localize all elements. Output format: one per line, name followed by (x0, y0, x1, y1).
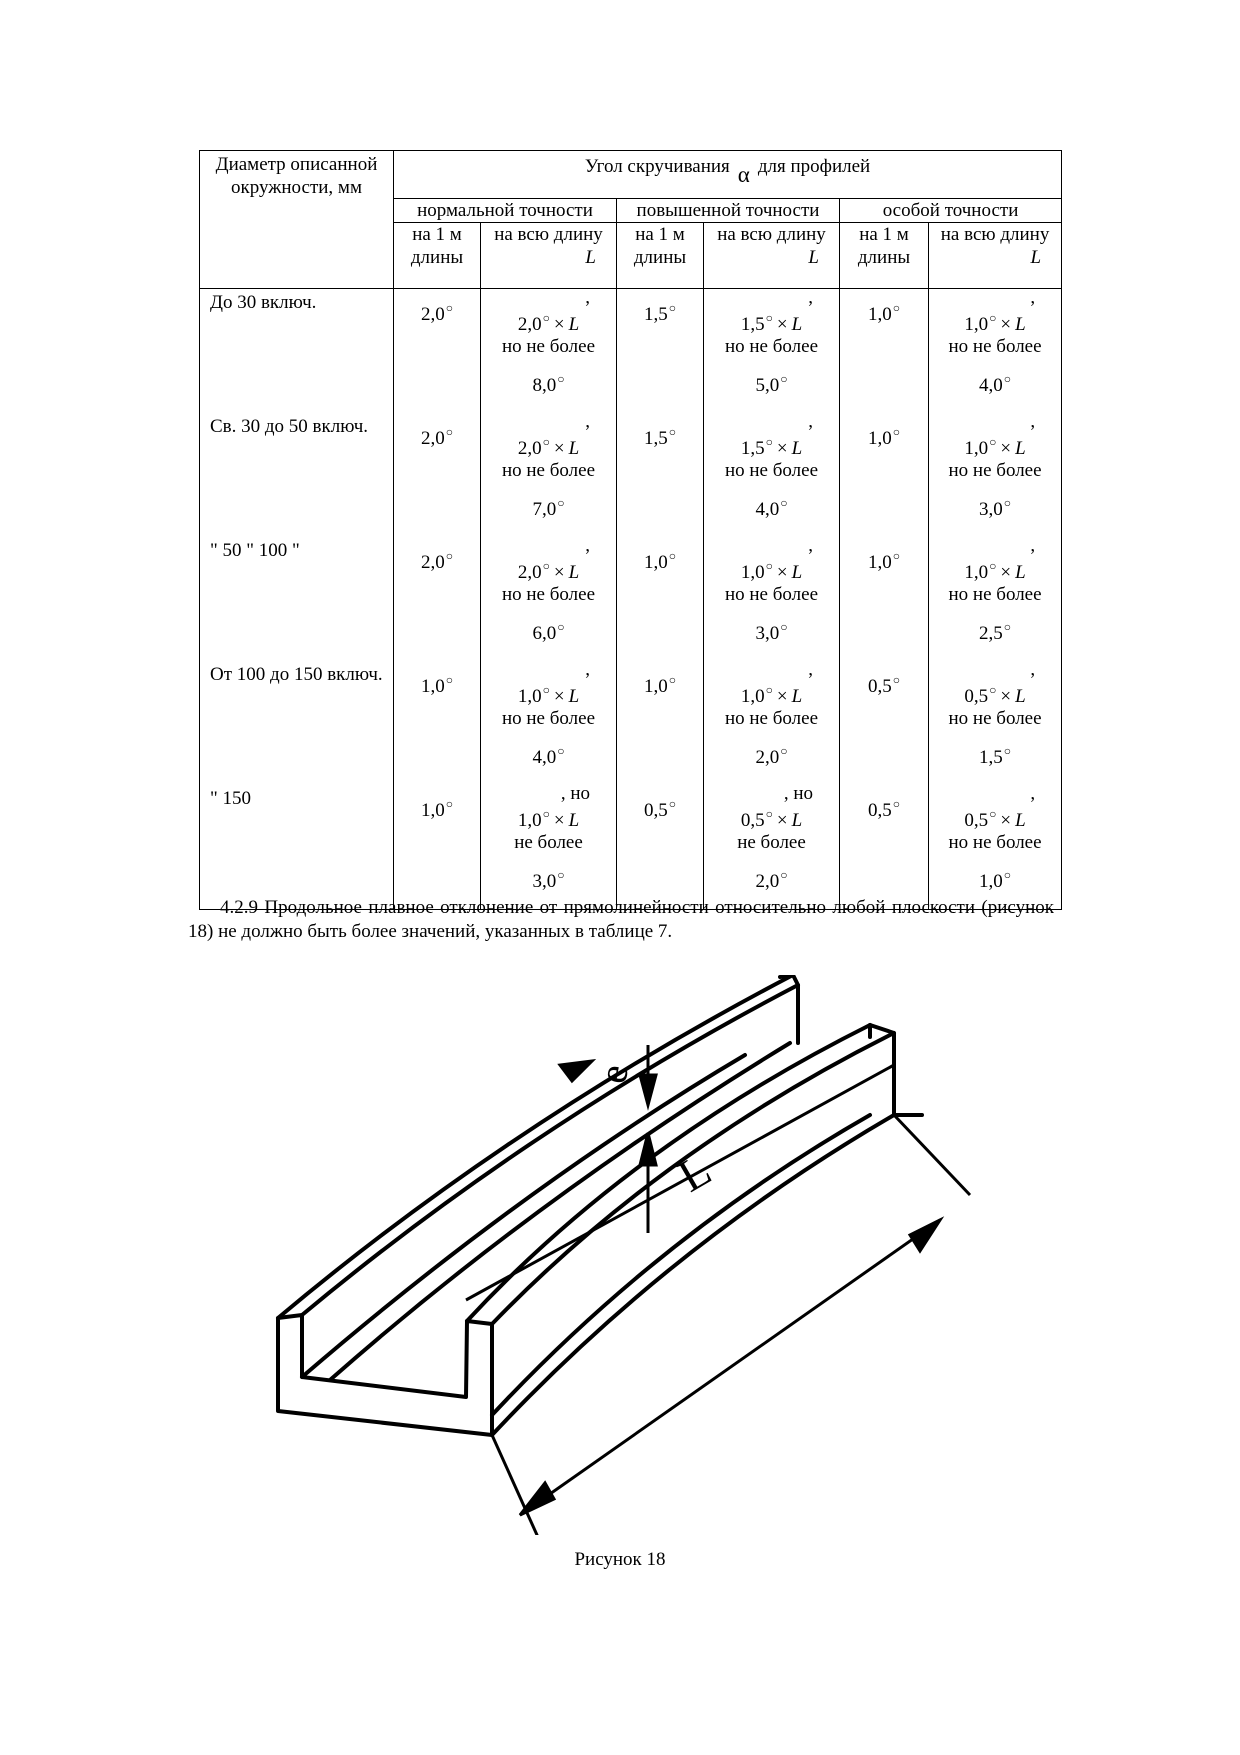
angle-per-meter: 1,0○ (394, 785, 481, 910)
angle-per-meter: 1,5○ (617, 289, 704, 414)
label-L: L (669, 1143, 720, 1202)
angle-per-meter: 2,0○ (394, 289, 481, 414)
arrow-down-icon (640, 1075, 656, 1105)
angle-full-length: , 2,0○ × L но не более 7,0○ (481, 413, 617, 537)
diameter-range: До 30 включ. (200, 289, 394, 414)
group-special: особой точности (840, 199, 1062, 223)
angle-full-length: , 1,0○ × L но не более 3,0○ (929, 413, 1062, 537)
diameter-range: " 50 " 100 " (200, 537, 394, 661)
header-twist-angle: Угол скручивания α для профилей (394, 151, 1062, 199)
angle-per-meter: 0,5○ (840, 661, 929, 785)
table-row (200, 289, 1062, 414)
subhead-per-meter: на 1 м длины (394, 223, 481, 289)
angle-per-meter: 1,0○ (617, 661, 704, 785)
arrow-flange-icon (560, 1061, 592, 1081)
angle-full-length: , 0,5○ × L но не более 1,0○ (929, 785, 1062, 910)
angle-full-length: , 1,5○ × L но не более 5,0○ (704, 289, 840, 414)
angle-per-meter: 1,0○ (840, 537, 929, 661)
alpha-symbol: α (737, 162, 750, 187)
angle-full-length: , но 0,5○ × L не более 2,0○ (704, 785, 840, 910)
angle-per-meter: 1,0○ (840, 289, 929, 414)
group-increased: повышенной точности (617, 199, 840, 223)
table-row (200, 785, 1062, 910)
table-row (200, 661, 1062, 785)
angle-full-length: , 1,0○ × L но не более 2,0○ (704, 661, 840, 785)
angle-per-meter: 0,5○ (617, 785, 704, 910)
angle-per-meter: 2,0○ (394, 537, 481, 661)
angle-full-length: , 2,0○ × L но не более 8,0○ (481, 289, 617, 414)
angle-per-meter: 1,0○ (394, 661, 481, 785)
angle-per-meter: 1,0○ (840, 413, 929, 537)
subhead-full-length: на всю длину L (929, 223, 1062, 289)
angle-full-length: , 1,0○ × L но не более 3,0○ (704, 537, 840, 661)
arrow-left-icon (520, 1483, 554, 1515)
header-diameter: Диаметр описанной окружности, мм (200, 151, 394, 289)
subhead-per-meter: на 1 м длины (840, 223, 929, 289)
channel-profile-figure (270, 975, 1000, 1535)
diameter-range: " 150 (200, 785, 394, 910)
table-row (200, 413, 1062, 537)
subhead-full-length: на всю длину L (481, 223, 617, 289)
table-row (200, 537, 1062, 661)
diameter-range: От 100 до 150 включ. (200, 661, 394, 785)
figure-caption: Рисунок 18 (574, 1549, 666, 1570)
angle-full-length: , но 1,0○ × L не более 3,0○ (481, 785, 617, 910)
angle-full-length: , 1,0○ × L но не более 2,5○ (929, 537, 1062, 661)
angle-per-meter: 2,0○ (394, 413, 481, 537)
angle-per-meter: 1,0○ (617, 537, 704, 661)
angle-full-length: , 1,0○ × L но не более 4,0○ (481, 661, 617, 785)
group-normal: нормальной точности (394, 199, 617, 223)
angle-per-meter: 0,5○ (840, 785, 929, 910)
subhead-per-meter: на 1 м длины (617, 223, 704, 289)
subhead-full-length: на всю длину L (704, 223, 840, 289)
angle-full-length: , 1,0○ × L но не более 4,0○ (929, 289, 1062, 414)
angle-full-length: , 0,5○ × L но не более 1,5○ (929, 661, 1062, 785)
diameter-range: Св. 30 до 50 включ. (200, 413, 394, 537)
angle-full-length: , 1,5○ × L но не более 4,0○ (704, 413, 840, 537)
angle-full-length: , 2,0○ × L но не более 6,0○ (481, 537, 617, 661)
chord-line (466, 1065, 894, 1300)
label-e: e (589, 1061, 637, 1087)
arrow-right-icon (910, 1220, 940, 1251)
angle-per-meter: 1,5○ (617, 413, 704, 537)
twist-angle-table (199, 150, 1062, 910)
length-dimension-line (520, 1220, 940, 1515)
paragraph-4-2-9: 4.2.9 Продольное плавное отклонение от прямолинейности относительно любой плоскости (рисунок 18) не должно быть более значений, указанных в таблице 7. (188, 897, 1054, 942)
